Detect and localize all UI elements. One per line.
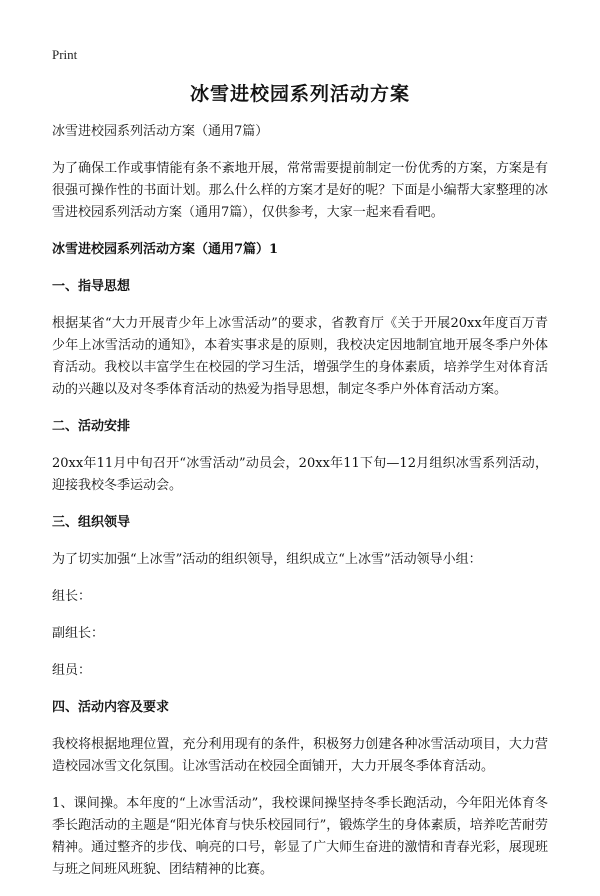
members-line: 组员： [52, 663, 92, 678]
paragraph: 20xx年11月中旬召开“冰雪活动”动员会，20xx年11下旬—12月组织冰雪系列活动，迎接我校冬季运动会。 [52, 456, 548, 493]
heading-activity-schedule: 二、活动安排 [52, 419, 131, 434]
heading-guiding-principle: 一、指导思想 [52, 279, 131, 294]
print-label: Print [52, 47, 78, 62]
paragraph: 为了切实加强“上冰雪”活动的组织领导，组织成立“上冰雪”活动领导小组： [52, 552, 482, 567]
document-body [52, 121, 548, 896]
document-subtitle: 冰雪进校园系列活动方案（通用7篇） [52, 124, 269, 139]
paragraph: 根据某省“大力开展青少年上冰雪活动”的要求，省教育厅《关于开展20xx年度百万青少年上冰雪活动的通知》，本着实事求是的原则，我校决定因地制宜地开展冬季户外体育活动。我校以丰富学生在校园的学习生活，增强学生的身体素质，培养学生对体育活动的兴趣以及对冬季体育活动的热爱为指导思想，制定冬季户外体育活动方案。 [52, 316, 548, 397]
deputy-leader-line: 副组长： [52, 626, 105, 641]
heading-organization: 三、组织领导 [52, 515, 131, 530]
paragraph: 我校将根据地理位置，充分利用现有的条件，积极努力创建各种冰雪活动项目，大力营造校园冰雪文化氛围。让冰雪活动在校园全面铺开，大力开展冬季体育活动。 [52, 737, 548, 774]
intro-paragraph: 为了确保工作或事情能有条不紊地开展，常常需要提前制定一份优秀的方案，方案是有很强可操作性的书面计划。那么什么样的方案才是好的呢？下面是小编帮大家整理的冰雪进校园系列活动方案（通用7篇），仅供参考，大家一起来看看吧。 [52, 161, 548, 220]
document-title: 冰雪进校园系列活动方案 [189, 83, 410, 105]
paragraph: 1、课间操。本年度的“上冰雪活动”，我校课间操坚持冬季长跑活动，今年阳光体育冬季长跑活动的主题是“阳光体育与快乐校园同行”，锻炼学生的身体素质，培养吃苦耐劳精神。通过整齐的步伐、响亮的口号，彰显了广大师生奋进的激情和青春光彩，展现班与班之间班风班貌、团结精神的比赛。 [52, 796, 548, 877]
section-heading: 冰雪进校园系列活动方案（通用7篇）1 [52, 242, 279, 257]
heading-content-requirements: 四、活动内容及要求 [52, 700, 170, 715]
leader-line: 组长： [52, 589, 92, 604]
